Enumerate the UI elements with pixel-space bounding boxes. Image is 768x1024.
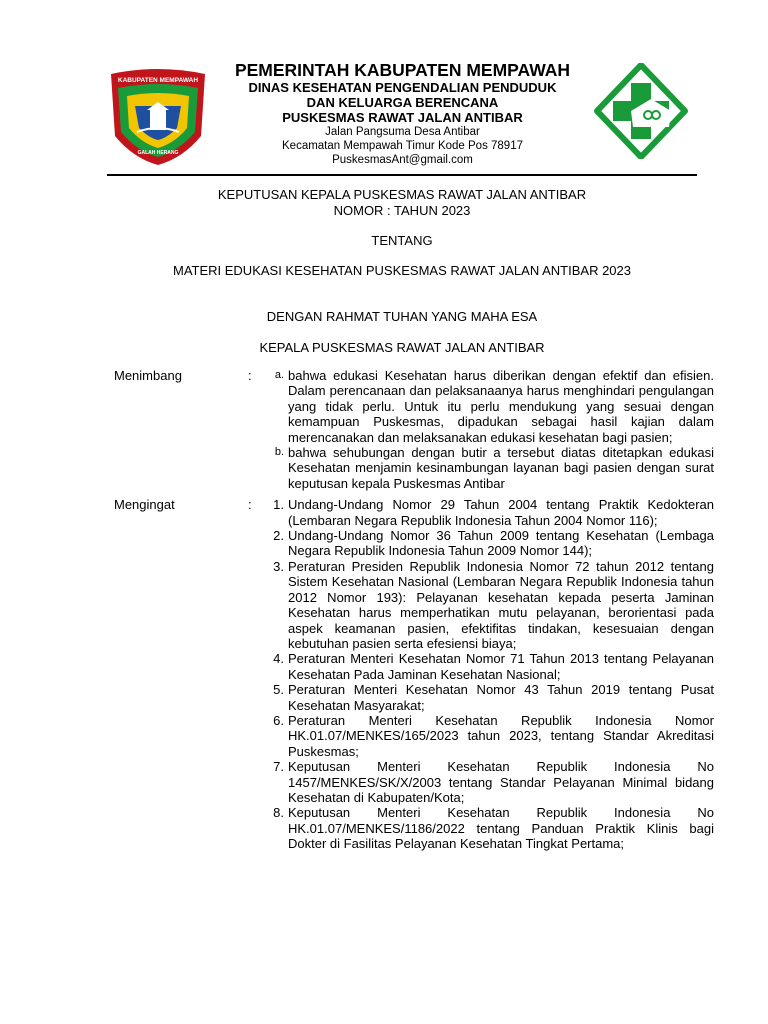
kepala-line: KEPALA PUSKESMAS RAWAT JALAN ANTIBAR [259,340,545,355]
item-marker: 4. [273,651,284,667]
tentang-heading: TENTANG [371,233,433,248]
mengingat-section [114,497,714,851]
item-marker: 8. [273,805,284,821]
item-text: Peraturan Menteri Kesehatan Nomor 43 Tahun 2019 tentang Pusat Kesehatan Masyarakat; [288,682,714,713]
agency-line-1: DINAS KESEHATAN PENGENDALIAN PENDUDUK [248,80,557,95]
menimbang-section [114,368,714,491]
list-item [263,559,714,651]
item-text: Keputusan Menteri Kesehatan Republik Indonesia No 1457/MENKES/SK/X/2003 tentang Standar Pelayanan Minimal bidang Kesehatan di Kabupaten/Kota; [288,759,714,805]
list-item [263,368,714,445]
agency-line-2: DAN KELUARGA BERENCANA [306,95,499,110]
address-line-2: Kecamatan Mempawah Timur Kode Pos 78917 [282,140,523,152]
menimbang-label: Menimbang [114,368,182,383]
decree-title: KEPUTUSAN KEPALA PUSKESMAS RAWAT JALAN ANTIBAR [217,187,587,202]
list-item [263,445,714,491]
puskesmas-cross-logo-icon [593,63,689,159]
mengingat-list [263,497,714,851]
letterhead [0,0,768,180]
item-text: bahwa edukasi Kesehatan harus diberikan dengan efektif dan efisien. Dalam perencanaan dan pelaksanaanya harus menghindari pengulangan yang tidak perlu. Untuk itu perlu mendukung yang sesuai dengan kemampuan Puskesmas, dipadukan sebagai hasil kajian dalam merencanakan dan melaksanakan edukasi kesehatan bagi pasien; [288,368,714,445]
item-marker: 2. [273,528,284,544]
decree-subject: MATERI EDUKASI KESEHATAN PUSKESMAS RAWAT JALAN ANTIBAR 2023 [172,263,631,278]
government-title: PEMERINTAH KABUPATEN MEMPAWAH [234,60,571,80]
item-text: Peraturan Presiden Republik Indonesia Nomor 72 tahun 2012 tentang Sistem Kesehatan Nasional (Lembaran Negara Republik Indonesia tahun 2012 Nomor 193): Pelayanan kesehatan kepada peserta Jaminan Kesehatan harus memperhatikan mutu pelayanan, berorientasi pada aspek keamanan pasien, efektifitas tindakan, kesesuaian dengan kebutuhan pasien serta efesiensi biaya; [288,558,714,651]
item-text: Keputusan Menteri Kesehatan Republik Indonesia No HK.01.07/MENKES/1186/2022 tentang Panduan Praktik Klinis bagi Dokter di Fasilitas Pelayanan Kesehatan Tingkat Pertama; [288,805,714,852]
facility-name: PUSKESMAS RAWAT JALAN ANTIBAR [282,110,523,125]
address-line-1: Jalan Pangsuma Desa Antibar [325,126,480,138]
list-item [263,528,714,559]
decree-body [114,368,714,858]
menimbang-colon: : [248,368,252,383]
mengingat-colon: : [248,497,252,513]
item-marker: 6. [273,712,284,728]
menimbang-list [263,368,714,491]
item-text: Undang-Undang Nomor 36 Tahun 2009 tentang Kesehatan (Lembaga Negara Republik Indonesia Tahun 2009 Nomor 144); [288,528,714,559]
item-marker: 7. [273,759,284,775]
emblem-motto-text: GALAH HERANG [137,150,179,156]
list-item [263,651,714,682]
item-text: Peraturan Menteri Kesehatan Republik Indonesia Nomor HK.01.07/MENKES/165/2023 tahun 2023, tentang Standar Akreditasi Puskesmas; [288,712,714,759]
emblem-top-text: KABUPATEN MEMPAWAH [117,77,199,84]
item-marker: 3. [273,558,284,574]
item-text: Peraturan Menteri Kesehatan Nomor 71 Tahun 2013 tentang Pelayanan Kesehatan Pada Jaminan Kesehatan Nasional; [288,651,714,682]
item-marker: 1. [273,497,284,513]
item-marker: a. [274,369,284,381]
rahmat-line: DENGAN RAHMAT TUHAN YANG MAHA ESA [266,309,538,324]
list-item [263,759,714,805]
item-marker: 5. [273,682,284,698]
letterhead-text [205,60,600,167]
decree-number: NOMOR : TAHUN 2023 [333,203,471,218]
list-item [263,497,714,528]
mengingat-label: Mengingat [114,497,175,513]
item-text: bahwa sehubungan dengan butir a tersebut diatas ditetapkan edukasi Kesehatan menjamin kesinambungan layanan bagi pasien dengan surat keputusan kepala Puskesmas Antibar [288,445,714,491]
list-item [263,713,714,759]
list-item [263,805,714,851]
header-divider [107,174,697,176]
item-marker: b. [274,446,284,459]
email-address: PuskesmasAnt@gmail.com [332,154,473,166]
kabupaten-mempawah-emblem-icon [103,66,213,166]
list-item [263,682,714,713]
item-text: Undang-Undang Nomor 29 Tahun 2004 tentang Praktik Kedokteran (Lembaran Negara Republik Indonesia Tahun 2004 Nomor 116); [288,497,714,528]
